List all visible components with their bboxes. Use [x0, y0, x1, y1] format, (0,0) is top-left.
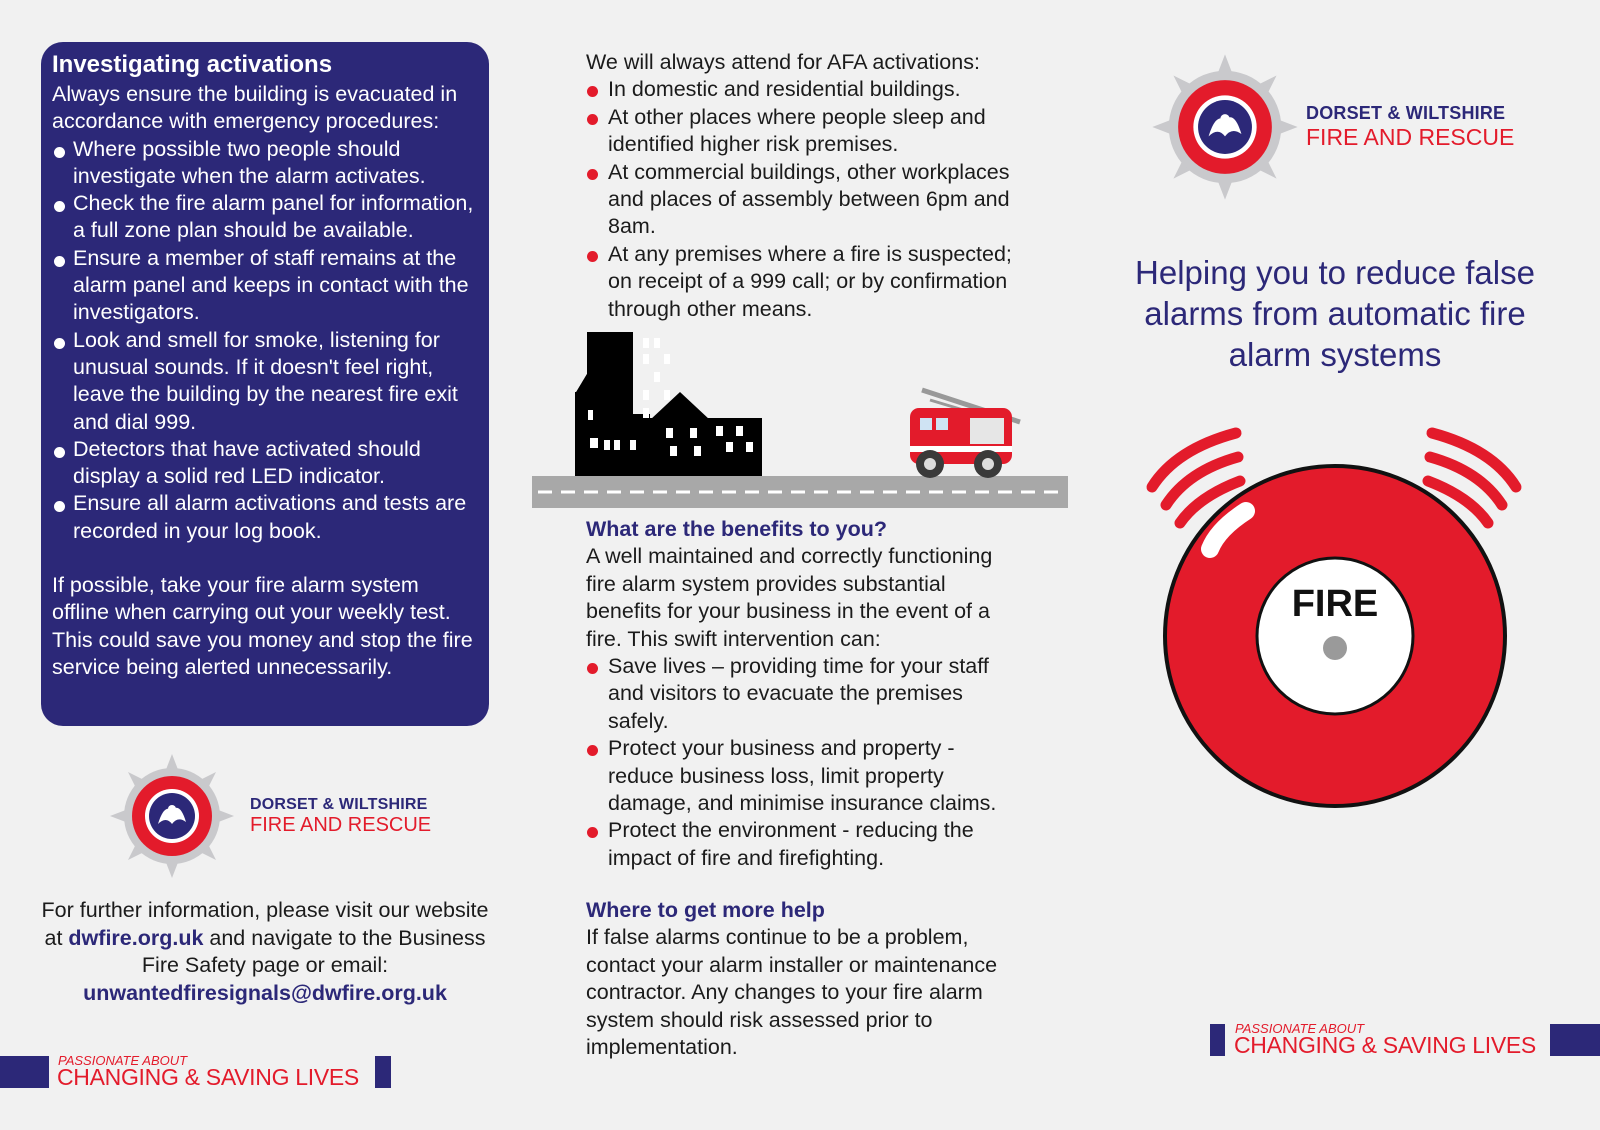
fire-service-badge-icon [108, 752, 236, 880]
logo-line2: FIRE AND RESCUE [1306, 124, 1515, 150]
bullet-icon [54, 501, 65, 512]
bullet-icon [54, 201, 65, 212]
list-item: Detectors that have activated should display a solid red LED indicator. [52, 436, 477, 491]
bullet-icon [587, 114, 598, 125]
fire-alarm-bell-illustration [1140, 425, 1530, 825]
slogan-line1: PASSIONATE ABOUT [1235, 1021, 1365, 1036]
logo-line2: FIRE AND RESCUE [250, 813, 432, 836]
help-text: If false alarms continue to be a problem, contact your alarm installer or maintenance contractor. Any changes to your fire alarm system should risk assessed prior to implementation. [586, 925, 998, 1060]
slogan-line2: CHANGING & SAVING LIVES [1234, 1032, 1536, 1058]
investigating-intro: Always ensure the building is evacuated in accordance with emergency procedures: [52, 82, 458, 134]
bell-center [1323, 636, 1347, 660]
bullet-icon [587, 169, 598, 180]
list-item: Where possible two people should investigate when the alarm activates. [52, 136, 477, 191]
slogan-line1: PASSIONATE ABOUT [58, 1053, 188, 1068]
cover-headline: Helping you to reduce false alarms from automatic fire alarm systems [1135, 254, 1535, 373]
logo-line1: DORSET & WILTSHIRE [250, 795, 428, 813]
dwfire-logo-left [108, 752, 431, 880]
investigating-list [52, 136, 477, 545]
benefits-text: A well maintained and correctly functioning fire alarm system provides substantial benefits for your business in the event of a fire. This swift intervention can: [586, 544, 993, 651]
list-item: At commercial buildings, other workplaces and places of assembly between 6pm and 8am. [586, 159, 1026, 241]
investigating-activations-box [41, 42, 489, 726]
bullet-icon [54, 147, 65, 158]
slogan-line2: CHANGING & SAVING LIVES [57, 1064, 359, 1090]
email-link[interactable]: unwantedfiresignals@dwfire.org.uk [83, 980, 447, 1005]
dwfire-logo-right [1150, 52, 1514, 202]
bell-label: FIRE [1291, 583, 1379, 625]
investigating-closing: If possible, take your fire alarm system offline when carrying out your weekly test. This could save you money and stop the fire service being alerted unnecessarily. [52, 573, 473, 679]
slogan-right [1210, 1022, 1600, 1058]
road-illustration [532, 476, 1068, 508]
list-item: At any premises where a fire is suspected; on receipt of a 999 call; or by confirmation through other means. [586, 241, 1026, 323]
list-item: Ensure all alarm activations and tests are recorded in your log book. [52, 490, 477, 545]
bullet-icon [54, 256, 65, 267]
logo-text [1306, 103, 1514, 151]
list-item: At other places where people sleep and identified higher risk premises. [586, 104, 1026, 159]
bullet-icon [587, 745, 598, 756]
slogan-left [0, 1054, 392, 1090]
list-item: Protect the environment - reducing the impact of fire and firefighting. [586, 817, 1026, 872]
benefits-list [586, 653, 1026, 872]
help-heading: Where to get more help [586, 898, 825, 922]
attend-list [586, 76, 1026, 323]
website-link[interactable]: dwfire.org.uk [68, 925, 204, 950]
bullet-icon [54, 447, 65, 458]
help-section [586, 897, 1006, 1061]
list-item: Save lives – providing time for your staff and visitors to evacuate the premises safely. [586, 653, 1026, 735]
list-item: Check the fire alarm panel for information, a full zone plan should be available. [52, 190, 477, 245]
fire-service-badge-icon [1150, 52, 1300, 202]
benefits-section [586, 516, 1026, 872]
city-fire-engine-illustration [530, 332, 1070, 510]
slogan-bar [1550, 1024, 1600, 1056]
bullet-icon [587, 827, 598, 838]
investigating-title: Investigating activations [52, 51, 333, 78]
attend-intro: We will always attend for AFA activations: [586, 50, 980, 74]
bullet-icon [587, 251, 598, 262]
slogan-bar [375, 1056, 391, 1088]
list-item: Protect your business and property - reduce business loss, limit property damage, and minimise insurance claims. [586, 735, 1026, 817]
contact-text2: and navigate to the Business Fire Safety page or email: [141, 925, 486, 977]
benefits-heading: What are the benefits to you? [586, 517, 888, 541]
logo-text [250, 796, 431, 837]
bullet-icon [54, 338, 65, 349]
list-item: Look and smell for smoke, listening for unusual sounds. If it doesn't feel right, leave the building by the nearest fire exit and dial 999. [52, 327, 477, 436]
bullet-icon [587, 663, 598, 674]
city-skyline-illustration [575, 332, 762, 476]
slogan-bar [1210, 1024, 1225, 1056]
contact-text1: For further information, please visit our website at [41, 898, 489, 950]
list-item: Ensure a member of staff remains at the alarm panel and keeps in contact with the investigators. [52, 245, 477, 327]
logo-line1: DORSET & WILTSHIRE [1306, 103, 1506, 123]
contact-info [40, 897, 490, 1007]
attend-section [586, 49, 1026, 323]
slogan-bar [0, 1056, 49, 1088]
fire-engine-illustration [910, 390, 1020, 478]
list-item: In domestic and residential buildings. [586, 76, 1026, 103]
bullet-icon [587, 86, 598, 97]
